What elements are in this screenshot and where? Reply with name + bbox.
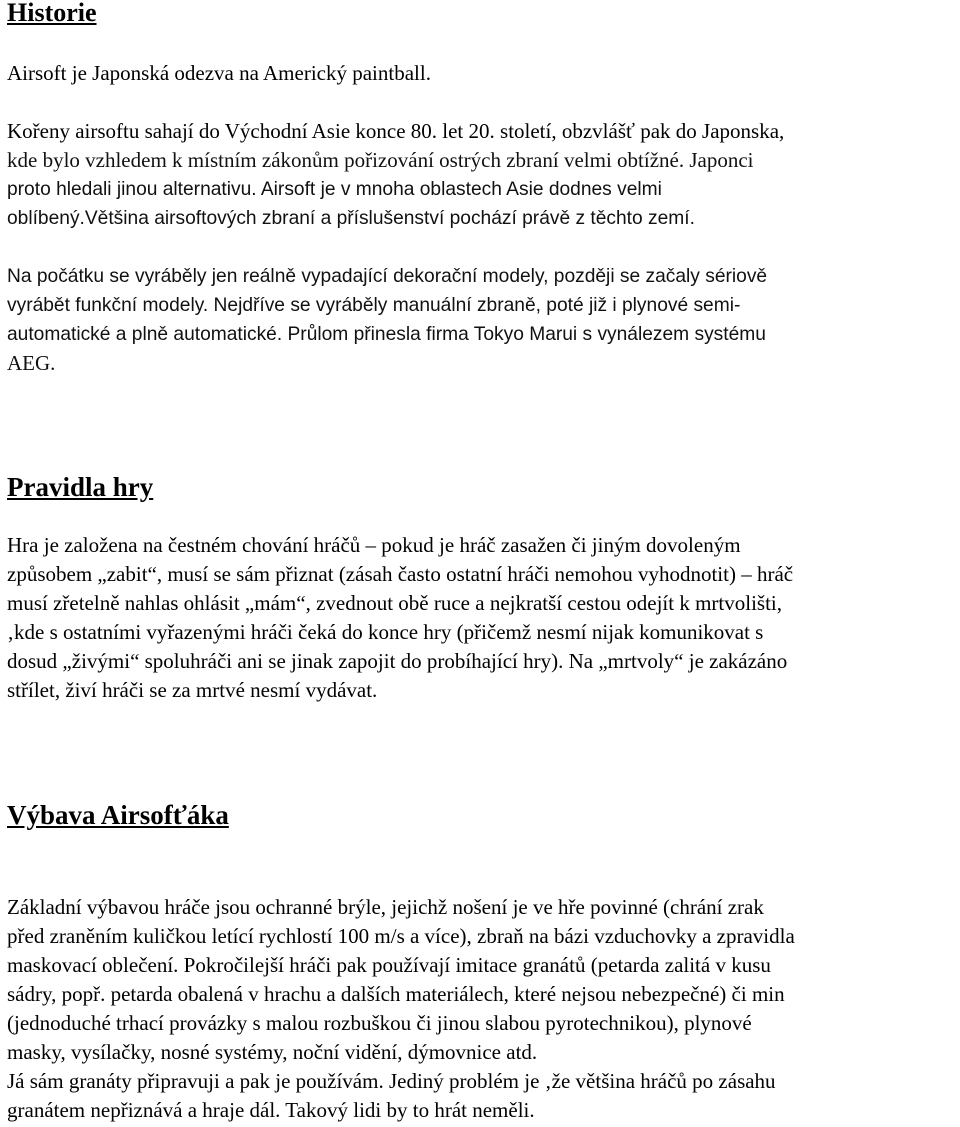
rules-line: ‚kde s ostatními vyřazenými hráči čeká do konce hry (přičemž nesmí nijak komunikovat s bbox=[7, 620, 764, 644]
production-line: automatické a plně automatické. Průlom přinesla firma Tokyo Marui s vynálezem systému bbox=[7, 324, 766, 345]
equipment-heading: Výbava Airsofťáka bbox=[7, 800, 229, 830]
rules-line: musí zřetelně nahlas ohlásit „mám“, zvednout obě ruce a nejkratší cestou odejít k mrtvolišti, bbox=[7, 591, 783, 615]
history-intro: Airsoft je Japonská odezva na Americký paintball. bbox=[7, 61, 431, 85]
equipment-line: masky, vysílačky, nosné systémy, noční vidění, dýmovnice atd. bbox=[7, 1040, 538, 1064]
production-line: AEG. bbox=[7, 351, 56, 375]
equipment-line: granátem nepřiznává a hraje dál. Takový lidi by to hrát neměli. bbox=[7, 1098, 535, 1122]
rules-line: střílet, živí hráči se za mrtvé nesmí vydávat. bbox=[7, 678, 378, 702]
equipment-line: maskovací oblečení. Pokročilejší hráči pak používají imitace granátů (petarda zalitá v kusu bbox=[7, 953, 771, 977]
history-origin-paragraph bbox=[7, 117, 784, 233]
equipment-line: (jednoduché trhací provázky s malou rozbuškou či jinou slabou pyrotechnikou), plynové bbox=[7, 1011, 752, 1035]
equipment-line: Základní výbavou hráče jsou ochranné brýle, jejichž nošení je ve hře povinné (chrání zrak bbox=[7, 895, 764, 919]
origin-line: oblíbený.Většina airsoftových zbraní a příslušenství pochází právě z těchto zemí. bbox=[7, 208, 695, 229]
rules-line: způsobem „zabit“, musí se sám přiznat (zásah často ostatní hráči nemohou vyhodnotit) – hráč bbox=[7, 562, 794, 586]
origin-line: kde bylo vzhledem k místním zákonům pořizování ostrých zbraní velmi obtížné. Japonci bbox=[7, 148, 754, 172]
equipment-line: sádry, popř. petarda obalená v hrachu a dalších materiálech, které nejsou nebezpečné) či min bbox=[7, 982, 785, 1006]
rules-paragraph bbox=[7, 531, 793, 705]
equipment-line: Já sám granáty připravuji a pak je používám. Jediný problém je ‚že většina hráčů po zásahu bbox=[7, 1069, 776, 1093]
rules-heading: Pravidla hry bbox=[7, 472, 154, 502]
origin-line: proto hledali jinou alternativu. Airsoft je v mnoha oblastech Asie dodnes velmi bbox=[7, 179, 662, 200]
history-heading: Historie bbox=[7, 0, 97, 27]
rules-line: dosud „živými“ spoluhráči ani se jinak zapojit do probíhající hry). Na „mrtvoly“ je zakázáno bbox=[7, 649, 788, 673]
production-line: vyrábět funkční modely. Nejdříve se vyráběly manuální zbraně, poté již i plynové semi- bbox=[7, 295, 741, 316]
history-production-paragraph bbox=[7, 262, 767, 378]
origin-line: Kořeny airsoftu sahají do Východní Asie konce 80. let 20. století, obzvlášť pak do Japonska, bbox=[7, 119, 785, 143]
equipment-line: před zraněním kuličkou letící rychlostí 100 m/s a více), zbraň na bázi vzduchovky a zpravidla bbox=[7, 924, 795, 948]
equipment-paragraph bbox=[7, 893, 795, 1125]
rules-line: Hra je založena na čestném chování hráčů – pokud je hráč zasažen či jiným dovoleným bbox=[7, 533, 741, 557]
production-line: Na počátku se vyráběly jen reálně vypadající dekorační modely, později se začaly sériově bbox=[7, 266, 768, 287]
